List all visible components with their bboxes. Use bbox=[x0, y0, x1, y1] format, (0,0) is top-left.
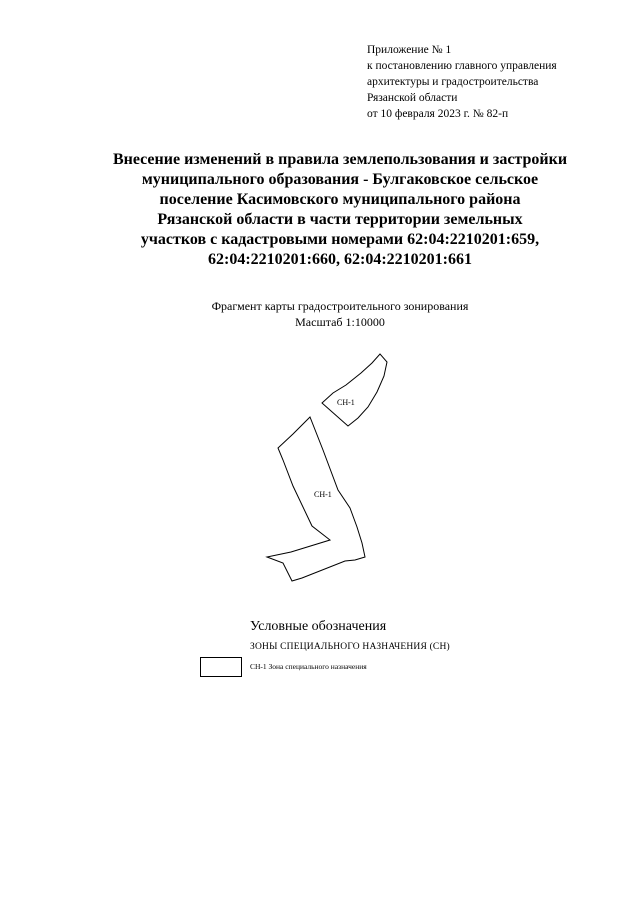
legend-heading: Условные обозначения bbox=[250, 619, 387, 634]
title-line: 62:04:2210201:660, 62:04:2210201:661 bbox=[208, 251, 472, 268]
appendix-line: Приложение № 1 bbox=[367, 44, 452, 56]
appendix-line: от 10 февраля 2023 г. № 82-п bbox=[367, 108, 509, 120]
title-line: Рязанской области в части территории земельных bbox=[157, 211, 523, 228]
zone-parcel-north bbox=[322, 354, 387, 426]
legend-swatch bbox=[200, 657, 242, 677]
legend-group-title: ЗОНЫ СПЕЦИАЛЬНОГО НАЗНАЧЕНИЯ (СН) bbox=[250, 642, 450, 652]
title-line: участков с кадастровыми номерами 62:04:2210201:659, bbox=[140, 231, 540, 248]
zone-label: СН-1 bbox=[337, 398, 355, 407]
appendix-line: архитектуры и градостроительства bbox=[367, 76, 539, 88]
title-line: поселение Касимовского муниципального района bbox=[159, 191, 521, 208]
map-caption-title: Фрагмент карты градостроительного зонирования bbox=[211, 299, 469, 313]
appendix-line: Рязанской области bbox=[367, 92, 458, 104]
legend-item-label: СН-1 Зона специального назначения bbox=[250, 662, 367, 671]
title-line: муниципального образования - Булгаковское сельское bbox=[141, 171, 539, 188]
map-scale: Масштаб 1:10000 bbox=[295, 315, 385, 329]
zone-parcel-south bbox=[267, 417, 365, 581]
title-line: Внесение изменений в правила землепользования и застройки bbox=[112, 151, 568, 168]
appendix-line: к постановлению главного управления bbox=[367, 60, 557, 72]
zone-label: СН-1 bbox=[314, 490, 332, 499]
